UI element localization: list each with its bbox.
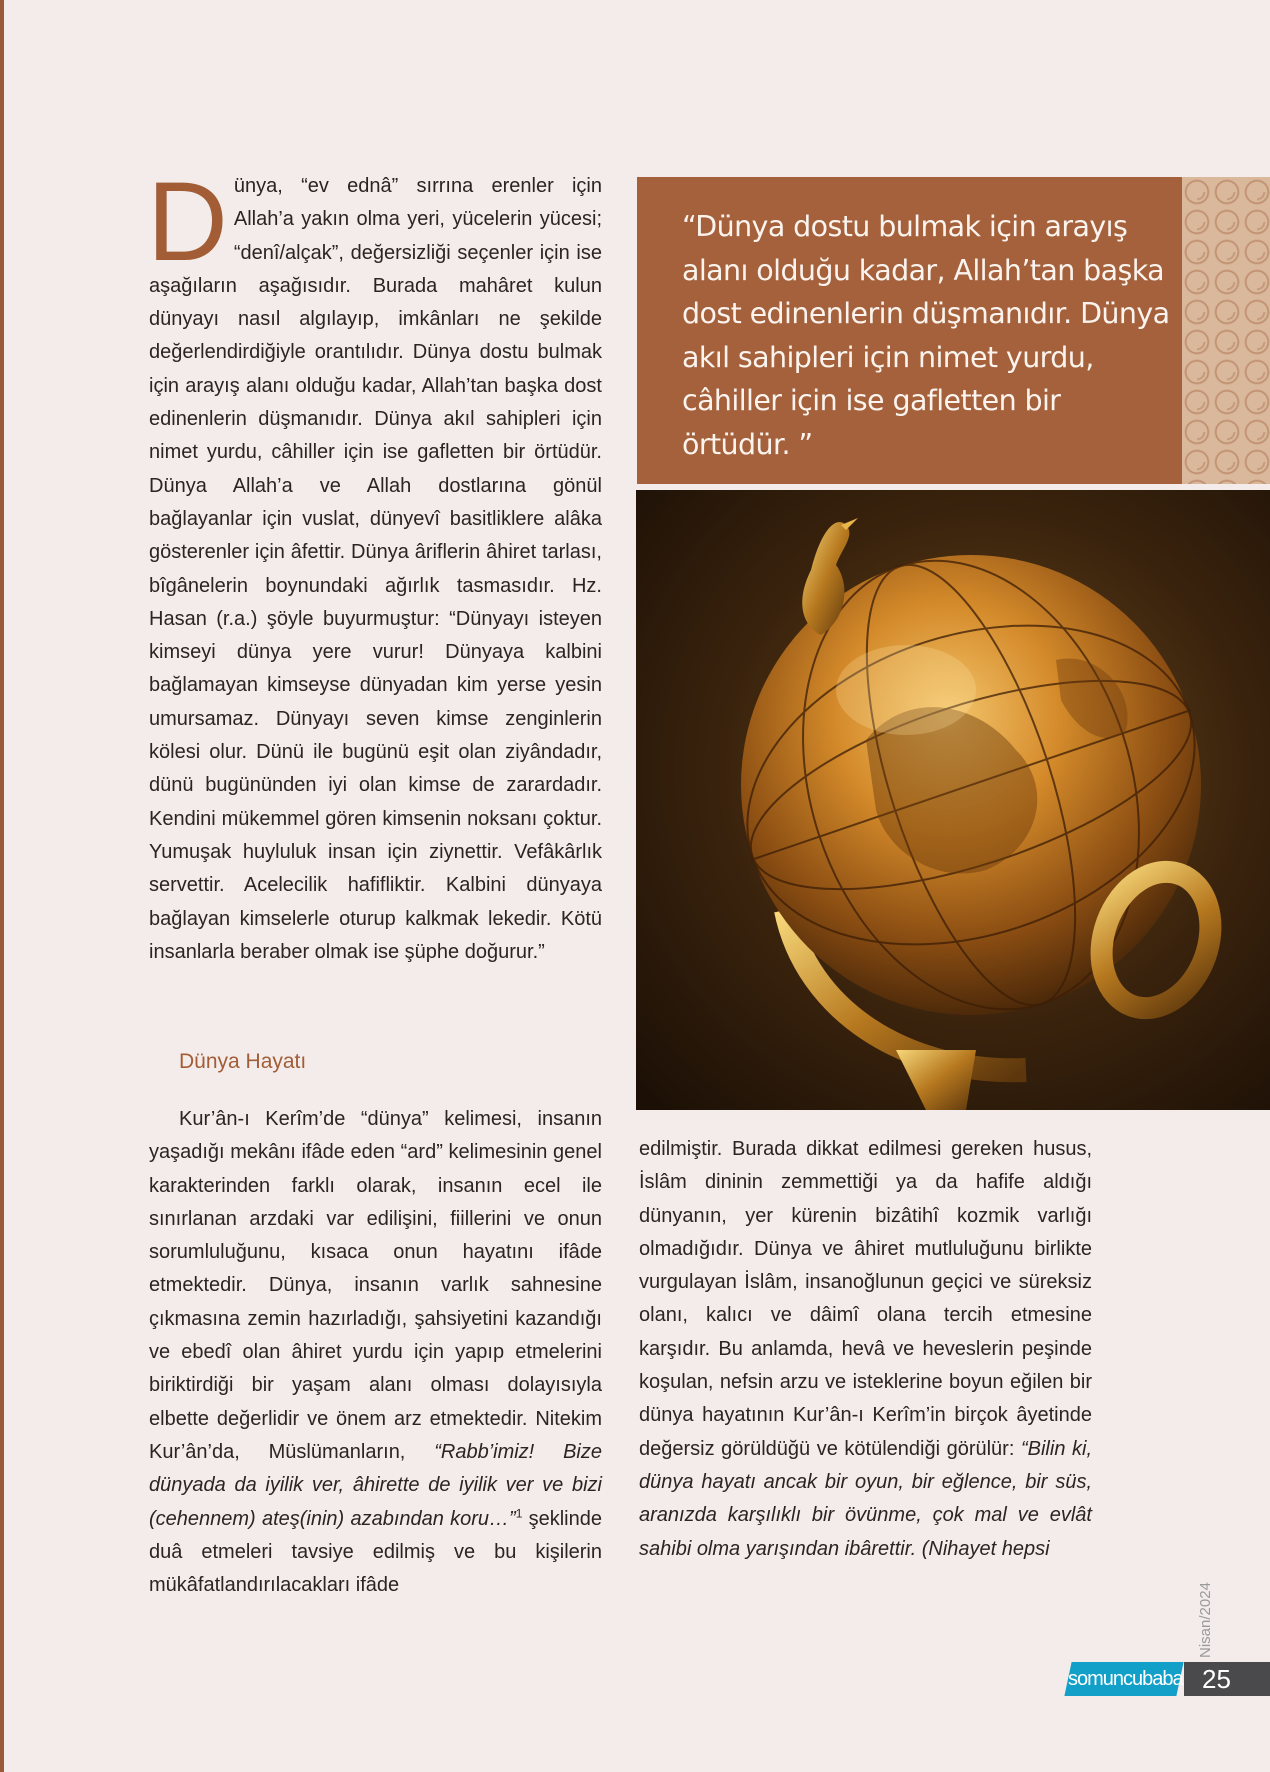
paragraph-1-text: ünya, “ev ednâ” sırrına erenler için Allah’a yakın olma yeri, yücelerin yücesi; “denî/alçak”, değersizliği seçenler için ise aşağıların aşağısıdır. Burada mahâret kulun dünyayı nasıl algılayıp, imkânları ne şekilde değerlendirdiğiyle orantılıdır. Dünya dostu bulmak için arayış alanı olduğu kadar, Allah’tan başka dost edinenlerin düşmanıdır. Dünya akıl sahipleri için nimet yurdu, câhiller için ise gafletten bir örtüdür. Dünya Allah’a ve Allah dostlarına gönül bağlayanlar için vuslat, dünyevî basitliklere alâka gösterenler için âfettir. Dünya âriflerin âhiret tarlası, bîgânelerin boynundaki ağırlık tasmasıdır. Hz. Hasan (r.a.) şöyle buyurmuştur: “Dünyayı isteyen kimseyi dünya yere vurur! Dünyaya kalbini bağlamayan kimseyse dünyadan kim yerse yesin umursamaz. Dünyayı seven kimse zenginlerin kölesi olur. Dünü ile bugünü eşit olan ziyândadır, dünü bugününden iyi olan kimse de zarardadır. Kendini mükemmel gören kimsenin noksanı çoktur. Yumuşak huyluluk insan için ziynettir. Vefâkârlık servettir. Acelecilik hafifliktir. Kalbini dünyaya bağlayan kimselerle oturup kalkmak lekedir. Kötü insanlarla beraber olmak ise şüphe doğurur.”	[149, 175, 602, 963]
paragraph-3-text: edilmiştir. Burada dikkat edilmesi gereken husus, İslâm dininin zemmettiği ya da hafife aldığı dünyanın, yer kürenin bizâtihî kozmik varlığı olmadığıdır. Dünya ve âhiret mutluluğunu birlikte vurgulayan İslâm, insanoğlunun geçici ve süreksiz olanı, kalıcı ve dâimî olana tercih etmesine karşıdır. Bu anlamda, hevâ ve heveslerin peşinde koşulan, nefsin arzu ve isteklerine boyun eğilen bir dünya hayatının Kur’ân-ı Kerîm’in birçok âyetinde değersiz görüldüğü ve kötülendiği görülür:	[639, 1138, 1092, 1460]
paragraph-2-text-end: şeklinde duâ etmeleri tavsiye edilmiş ve bu kişilerin mükâfatlandırılacakları ifâde	[149, 1507, 602, 1597]
article-column-left-bottom	[149, 1103, 602, 1602]
ornamental-pattern	[1182, 177, 1270, 484]
magazine-brand	[1064, 1662, 1183, 1696]
footnote-marker: 1	[515, 1505, 523, 1520]
page-number: 25	[1184, 1662, 1270, 1696]
pull-quote-box	[637, 177, 1270, 484]
article-paragraph-3	[639, 1133, 1092, 1566]
globe-photo	[636, 490, 1270, 1110]
issue-date: Nisan/2024	[1197, 1582, 1214, 1658]
page-edge-rule	[0, 0, 4, 1772]
article-column-left-top	[147, 159, 602, 969]
section-heading: Dünya Hayatı	[179, 1050, 307, 1073]
paragraph-3-verse-quote: “Bilin ki, dünya hayatı ancak bir oyun, bir eğlence, bir süs, aranızda karşılıklı bir övünme, çok mal ve evlât sahibi olma yarışından ibârettir. (Nihayet hepsi	[639, 1437, 1093, 1560]
drop-cap: D	[147, 159, 228, 284]
article-column-right	[639, 1133, 1092, 1566]
article-paragraph-2	[149, 1103, 602, 1602]
pull-quote-text: “Dünya dostu bulmak için arayış alanı olduğu kadar, Allah’tan başka dost edinenlerin düşmanıdır. Dünya akıl sahipleri için nimet yurdu, câhiller için ise gafletten bir örtüdür. ”	[682, 210, 1170, 461]
article-paragraph-1	[147, 159, 602, 969]
brand-label: somuncubaba	[1068, 1668, 1183, 1690]
paragraph-2-verse-quote: “Rabb’imiz! Bize dünyada da iyilik ver, âhirette de iyilik ver ve bizi (cehennem) ateş(inin) azabından koru…”	[149, 1440, 602, 1530]
paragraph-2-text: Kur’ân-ı Kerîm’de “dünya” kelimesi, insanın yaşadığı mekânı ifâde eden “ard” kelimesinin genel karakterinden farklı olarak, insanın ecel ile sınırlanan arzdaki var edilişini, fiillerini ve onun sorumluluğunu, kısaca onun hayatını ifâde etmektedir. Dünya, insanın varlık sahnesine çıkmasına zemin hazırladığı, şahsiyetini kazandığı ve ebedî olan âhiret yurdu için yapıp etmelerini biriktirdiği bir yaşam alanı olması dolayısıyla elbette değerlidir ve önem arz etmektedir. Nitekim Kur’ân’da, Müslümanların,	[149, 1108, 602, 1463]
